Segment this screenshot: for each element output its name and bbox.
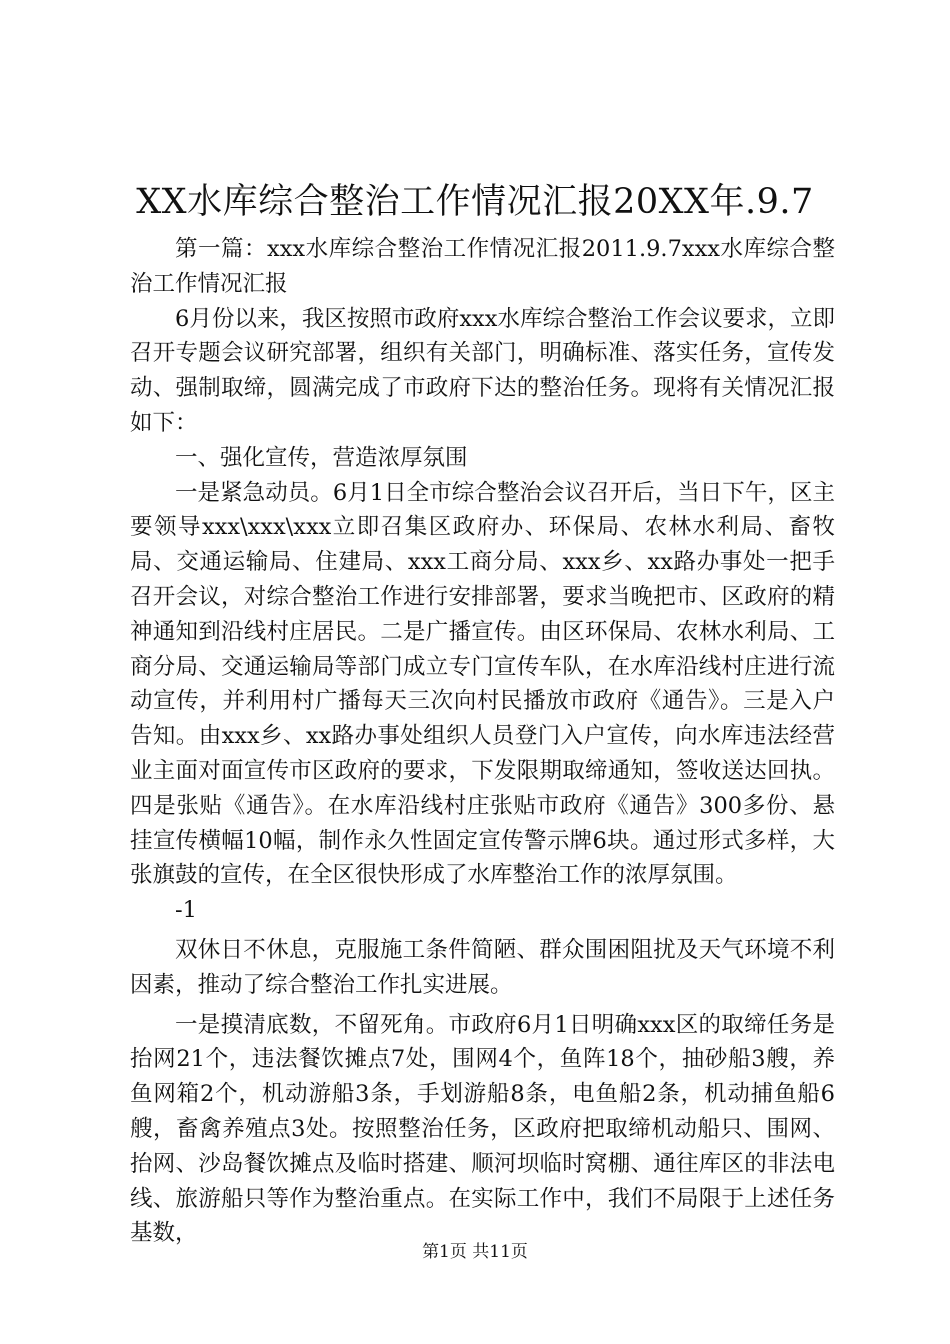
paragraph-intro: 6月份以来，我区按照市政府xxx水库综合整治工作会议要求，立即召开专题会议研究部署，组织有关部门，明确标准、落实任务，宣传发动、强制取缔，圆满完成了市政府下达的整治任务。现将有关情况汇报如下： [130, 305, 835, 436]
page-footer: 第1页 共11页 [422, 1242, 528, 1262]
paragraph-weekend: 双休日不休息，克服施工条件简陋、群众围困阻扰及天气环境不利因素，推动了综合整治工作扎实进展。 [130, 936, 835, 998]
document-title: XX水库综合整治工作情况汇报20XX年.9.7 [136, 182, 814, 222]
document-body [130, 232, 835, 1251]
section-heading: 一、强化宣传，营造浓厚氛围 [175, 444, 468, 471]
paragraph-subtitle: 第一篇：xxx水库综合整治工作情况汇报2011.9.7xxx水库综合整治工作情况汇报 [130, 236, 835, 297]
page-marker: -1 [175, 897, 197, 924]
paragraph-survey: 一是摸清底数，不留死角。市政府6月1日明确xxx区的取缔任务是抬网21个，违法餐饮摊点7处，围网4个，鱼阵18个，抽砂船3艘，养鱼网箱2个，机动游船3条，手划游船8条，电鱼船2条，机动捕鱼船6艘，畜禽养殖点3处。按照整治任务，区政府把取缔机动船只、围网、抬网、沙岛餐饮摊点及临时搭建、顺河坝临时窝棚、通往库区的非法电线、旅游船只等作为整治重点。在实际工作中，我们不局限于上述任务基数， [130, 1011, 835, 1247]
paragraph-publicity: 一是紧急动员。6月1日全市综合整治会议召开后，当日下午，区主要领导xxx\xxx\xxx立即召集区政府办、环保局、农林水利局、畜牧局、交通运输局、住建局、xxx工商分局、xxx乡、xx路办事处一把手召开会议，对综合整治工作进行安排部署，要求当晚把市、区政府的精神通知到沿线村庄居民。二是广播宣传。由区环保局、农林水利局、工商分局、交通运输局等部门成立专门宣传车队，在水库沿线村庄进行流动宣传，并利用村广播每天三次向村民播放市政府《通告》。三是入户告知。由xxx乡、xx路办事处组织人员登门入户宣传，向水库违法经营业主面对面宣传市区政府的要求，下发限期取缔通知，签收送达回执。四是张贴《通告》。在水库沿线村庄张贴市政府《通告》300多份、悬挂宣传横幅10幅，制作永久性固定宣传警示牌6块。通过形式多样，大张旗鼓的宣传，在全区很快形成了水库整治工作的浓厚氛围。 [130, 479, 835, 889]
